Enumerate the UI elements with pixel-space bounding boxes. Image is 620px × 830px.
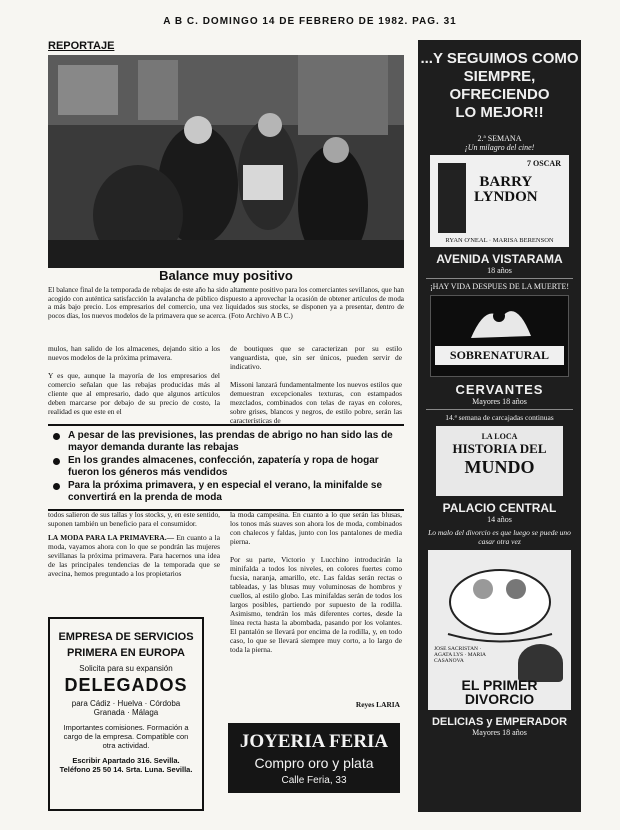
column-1-bottom-text: todos salieron de sus tallas y los stocks, y, en este sentido, suponen también un beneficio para el consumidor. <box>48 510 220 528</box>
film4-cast: JOSE SACRISTAN · AGATA LYS · MARIA CASANOVA <box>434 646 486 664</box>
page-header: A B C. DOMINGO 14 DE FEBRERO DE 1982. PAG. 31 <box>163 16 457 27</box>
cinema-headline-3: LO MEJOR!! <box>455 104 544 121</box>
article-photo <box>48 55 404 268</box>
ad-line-7: Importantes comisiones. Formación a cargo de la empresa. Compatible con otra actividad. <box>63 723 189 750</box>
ad-line-5: para Cádiz · Huelva · Córdoba <box>71 699 181 708</box>
joyeria-address: Calle Feria, 33 <box>281 775 347 786</box>
film4-theater: DELICIAS y EMPERADOR <box>431 716 568 728</box>
film3-poster <box>436 426 563 496</box>
film3-age: 14 años <box>487 515 512 524</box>
film3-title-3: MUNDO <box>464 457 535 477</box>
ad-line-3: Solicita para su expansión <box>79 664 173 673</box>
film3-title-2: HISTORIA DEL <box>452 441 547 456</box>
film4-age: Mayores 18 años <box>472 728 527 737</box>
highlight-item: En los grandes almacenes, confección, zapatería y ropa de hogar fueron los géneros más vendidos <box>48 455 404 479</box>
film1-poster <box>430 155 569 247</box>
photo-credit: (Foto Archivo A B C.) <box>228 311 293 320</box>
film3-tagline: 14.ª semana de carcajadas continuas <box>445 413 554 422</box>
film1-title-2: LYNDON <box>474 189 538 205</box>
highlights-box <box>48 424 404 511</box>
film2-age: Mayores 18 años <box>472 397 527 406</box>
film2-theater: CERVANTES <box>455 382 544 397</box>
section-label: REPORTAJE <box>48 40 115 52</box>
film2-poster <box>430 295 569 377</box>
joyeria-ad <box>228 723 400 793</box>
shoppers-photo <box>48 55 404 268</box>
joyeria-name: JOYERIA FERIA <box>239 731 389 752</box>
column-2-bottom: la moda campesina. En cuanto a lo que serán las blusas, los tonos más suaves son ahora los de moda, combinados con chalecos y faldas, junto con los pantalones de media pierna. Por su parte, Victorio y Lucchino introducirán la minifalda a todos los niveles, en colores fuertes como fucsia, naranja, amarillo, etc. Las faldas serán rectas o tableadas, y las blusas muy voluminosas de hombros y cuellos, al estilo globo. Las minifaldas serán de todos los largos posibles, partiendo por supuesto de la rodilla. Asimismo, tendrán los más diferentes cortes, desde la línea recta hasta la abombada, pasando por los volantes. El pantalón se llevará por encima de la rodilla, y, en todo caso, lo que se llevará siempre muy corto, a lo largo de toda la pierna. <box>230 510 402 654</box>
film4-title-2: DIVORCIO <box>464 691 535 707</box>
film4-title-1: EL PRIMER <box>461 677 538 693</box>
film4-artwork <box>428 554 571 644</box>
byline: Reyes LARIA <box>355 700 400 709</box>
film2-artwork <box>431 298 568 343</box>
film1-title-1: BARRY <box>479 174 533 190</box>
ad-line-4: DELEGADOS <box>64 675 188 695</box>
column-2-top: de boutiques que se caracterizan por su estilo vanguardista, que, sin ser únicos, pueden servir de indicativo. Missoni lanzará fundamentalmente los nuevos estilos que demuestran excepcionales texturas, con estampados mezclados, combinados con telas de rayas en colores, sobre grises, blancos y negros, de estilo pobre, serán las características de <box>230 344 402 425</box>
film3-theater: PALACIO CENTRAL <box>442 501 557 515</box>
services-ad <box>48 617 204 811</box>
cinema-headline-1: ...Y SEGUIMOS COMO <box>420 50 579 67</box>
column-1-bottom <box>48 510 220 578</box>
caption-text: El balance final de la temporada de rebajas de este año ha sido altamente positivo para los comerciantes sevillanos, que han acogido con auténtica satisfacción la avalancha de público dispuesto a aprovechar la ocasión de obtener artículos de moda a más bajo precio. Los empresarios del comercio, una vez liquidados sus stocks, se disponen ya a presentar, dentro de pocos días, los nuevos modelos de la primavera que se acerca. <box>48 286 404 320</box>
film1-theater: AVENIDA VISTARAMA <box>436 252 563 266</box>
film1-week: 2.ª SEMANA <box>477 134 522 143</box>
subhead: LA MODA PARA LA PRIMAVERA.— <box>48 533 174 542</box>
film1-credit: RYAN O'NEAL · MARISA BERENSON <box>445 237 554 244</box>
ad-line-6: Granada · Málaga <box>93 708 159 717</box>
film3-title-1: LA LOCA <box>481 432 518 441</box>
film3-note: Lo malo del divorcio es que luego se puede uno casar otra vez <box>428 528 571 546</box>
cinema-listings <box>418 40 581 812</box>
film2-tagline: ¡HAY VIDA DESPUES DE LA MUERTE! <box>429 282 569 291</box>
film4-poster <box>428 550 571 710</box>
film1-oscar: 7 OSCAR <box>526 159 561 168</box>
film1-figure <box>438 163 466 233</box>
photo-caption <box>48 286 404 320</box>
ad-line-2: PRIMERA EN EUROPA <box>67 647 185 659</box>
article-title: Balance muy positivo <box>159 268 293 283</box>
ad-line-1: EMPRESA DE SERVICIOS <box>58 631 194 643</box>
cinema-headline-2: SIEMPRE, OFRECIENDO <box>449 68 550 103</box>
ad-line-8: Escribir Apartado 316. Sevilla. Teléfono 25 50 14. Srta. Luna. Sevilla. <box>59 756 193 774</box>
column-1-top: mulos, han salido de los almacenes, dejando sitio a los nuevos modelos de la próxima primavera. Y es que, aunque la mayoría de los empresarios del comercio señalan que las rebajas producidas más al cliente que al empresario, dado que algunos artículos deben marcarse por debajo de su precio de costo, la realidad es que este en el <box>48 344 220 416</box>
highlight-item: A pesar de las previsiones, las prendas de abrigo no han sido las de mayor demanda durante las rebajas <box>48 430 404 454</box>
film1-tagline: ¡Un milagro del cine! <box>464 143 535 152</box>
joyeria-tagline: Compro oro y plata <box>254 755 374 771</box>
film2-title: SOBRENATURAL <box>435 346 564 365</box>
film1-age: 18 años <box>487 266 512 275</box>
highlight-item: Para la próxima primavera, y en especial el verano, la minifalde se convertirá en la prenda de moda <box>48 480 404 504</box>
column-1-bottom-text-b: En cuanto a la moda, vayamos ahora con lo que se pondrán las mujeres sevillanas la próxima primavera. Para hacernos una idea de las principales tendencias de la temporada que se avecina, hemos preguntado a los propietarios <box>48 533 220 578</box>
